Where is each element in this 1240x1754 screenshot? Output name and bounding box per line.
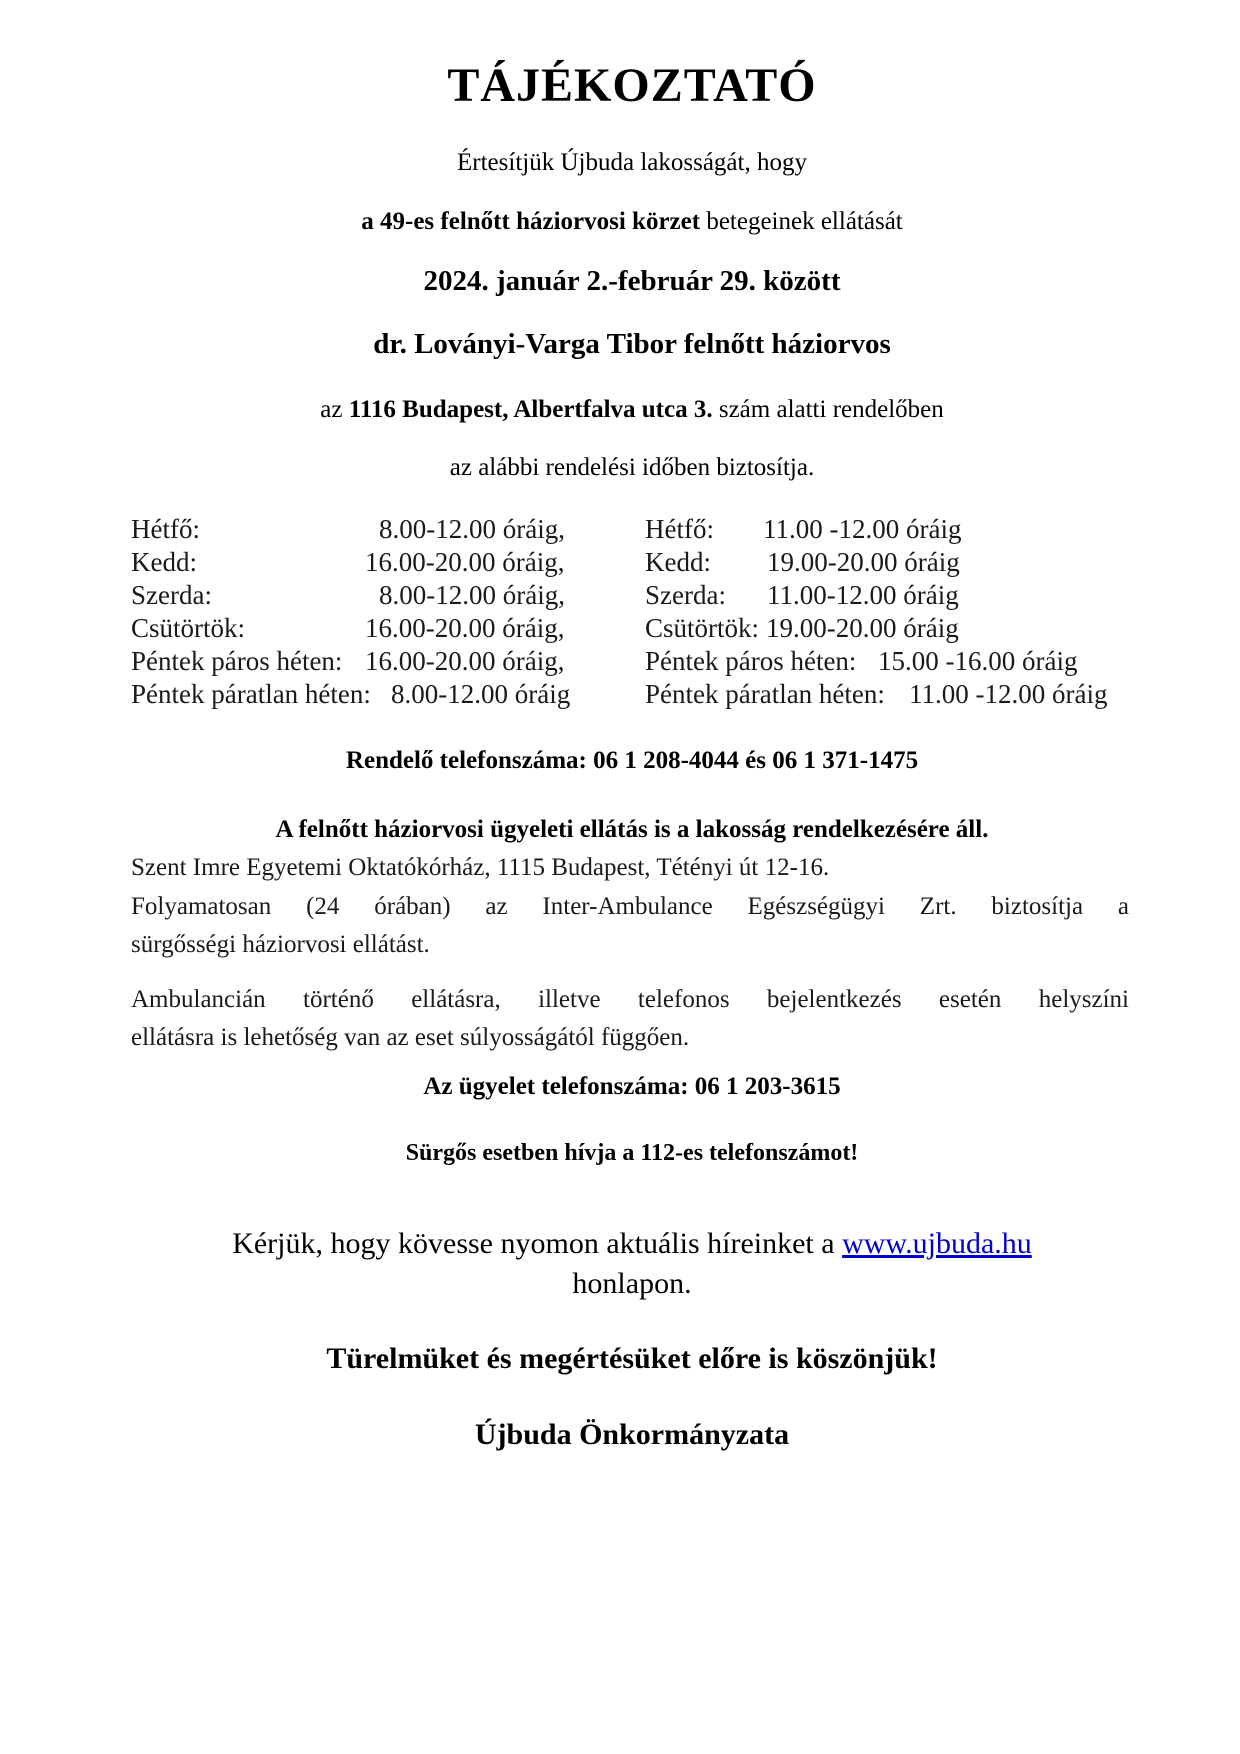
schedule-row [645,579,1145,612]
address-bold: 1116 Budapest, Albertfalva utca 3. [348,396,713,423]
schedule-day: Hétfő: [645,514,714,544]
schedule-hours: 8.00-12.00 óráig [391,679,571,709]
schedule-hours: 19.00-20.00 óráig [766,613,959,643]
address-line [0,396,1240,424]
doctor-line: dr. Loványi-Varga Tibor felnőtt háziorvos [373,328,891,360]
schedule-hours: 11.00 -12.00 óráig [909,679,1108,709]
district-line [0,208,1240,236]
schedule-row [645,645,1145,678]
schedule-hours: 19.00-20.00 óráig [767,547,960,577]
follow-pre: Kérjük, hogy kövesse nyomon aktuális híreinket a [232,1227,843,1260]
schedule-hours: 8.00-12.00 óráig, [379,514,565,544]
urgent-notice: Sürgős esetben hívja a 112-es telefonszámot! [405,1140,859,1166]
on-call-ambulance-line1: Ambulancián történő ellátásra, illetve telefonos bejelentkezés esetén helyszíni [131,986,1129,1013]
schedule-row [131,678,601,711]
schedule-day: Szerda: [131,580,212,610]
schedule-row [131,546,601,579]
schedule-row [645,513,1145,546]
schedule-hours: 15.00 -16.00 óráig [878,646,1078,676]
intro-line: Értesítjük Újbuda lakosságát, hogy [457,149,807,176]
on-call-continuous-line1: Folyamatosan (24 órában) az Inter-Ambulance Egészségügyi Zrt. biztosítja a [131,893,1129,920]
schedule-day: Péntek páros héten: [645,646,857,676]
schedule-hours: 11.00 -12.00 óráig [763,514,962,544]
schedule-row [645,678,1145,711]
schedule-day: Kedd: [645,547,711,577]
schedule-row [645,546,1145,579]
period-line: 2024. január 2.-február 29. között [423,265,841,297]
schedule-row [131,513,601,546]
schedule-row [131,612,601,645]
district-bold: a 49-es felnőtt háziorvosi körzet [361,208,701,235]
address-post: szám alatti rendelőben [712,396,944,423]
schedule-right [645,513,1145,711]
document-title: TÁJÉKOZTATÓ [447,59,817,112]
follow-line [0,1227,1240,1261]
thanks-line: Türelmüket és megértésüket előre is köszönjük! [326,1342,938,1375]
schedule-hours: 8.00-12.00 óráig, [379,580,565,610]
hours-intro-line: az alábbi rendelési időben biztosítja. [449,454,815,481]
schedule-day: Hétfő: [131,514,200,544]
schedule-day: Péntek páros héten: [131,646,343,676]
office-phone: Rendelő telefonszáma: 06 1 208-4044 és 06 1 371-1475 [345,747,919,774]
on-call-continuous-line2: sürgősségi háziorvosi ellátást. [131,931,430,958]
schedule-day: Csütörtök: [131,613,246,643]
on-call-phone: Az ügyelet telefonszáma: 06 1 203-3615 [423,1073,841,1100]
schedule-left [131,513,601,711]
schedule-day: Péntek páratlan héten: [645,679,885,709]
signature: Újbuda Önkormányzata [474,1418,790,1451]
schedule-hours: 11.00-12.00 óráig [767,580,959,610]
on-call-hospital: Szent Imre Egyetemi Oktatókórház, 1115 Budapest, Tétényi út 12-16. [131,854,830,881]
website-link[interactable]: www.ujbuda.hu [842,1227,1032,1260]
on-call-ambulance-line2: ellátásra is lehetőség van az eset súlyosságától függően. [131,1024,690,1051]
schedule-row [131,645,601,678]
on-call-heading: A felnőtt háziorvosi ügyeleti ellátás is a lakosság rendelkezésére áll. [275,816,989,843]
schedule-day: Csütörtök: [645,613,760,643]
follow-line-2: honlapon. [572,1267,692,1300]
schedule-day: Szerda: [645,580,726,610]
schedule-row [131,579,601,612]
district-rest: betegeinek ellátását [700,208,903,235]
schedule-hours: 16.00-20.00 óráig, [365,547,565,577]
address-pre: az [320,396,349,423]
schedule-row [645,612,1145,645]
schedule-hours: 16.00-20.00 óráig, [365,613,565,643]
schedule-day: Kedd: [131,547,197,577]
schedule-hours: 16.00-20.00 óráig, [365,646,565,676]
schedule-day: Péntek páratlan héten: [131,679,371,709]
